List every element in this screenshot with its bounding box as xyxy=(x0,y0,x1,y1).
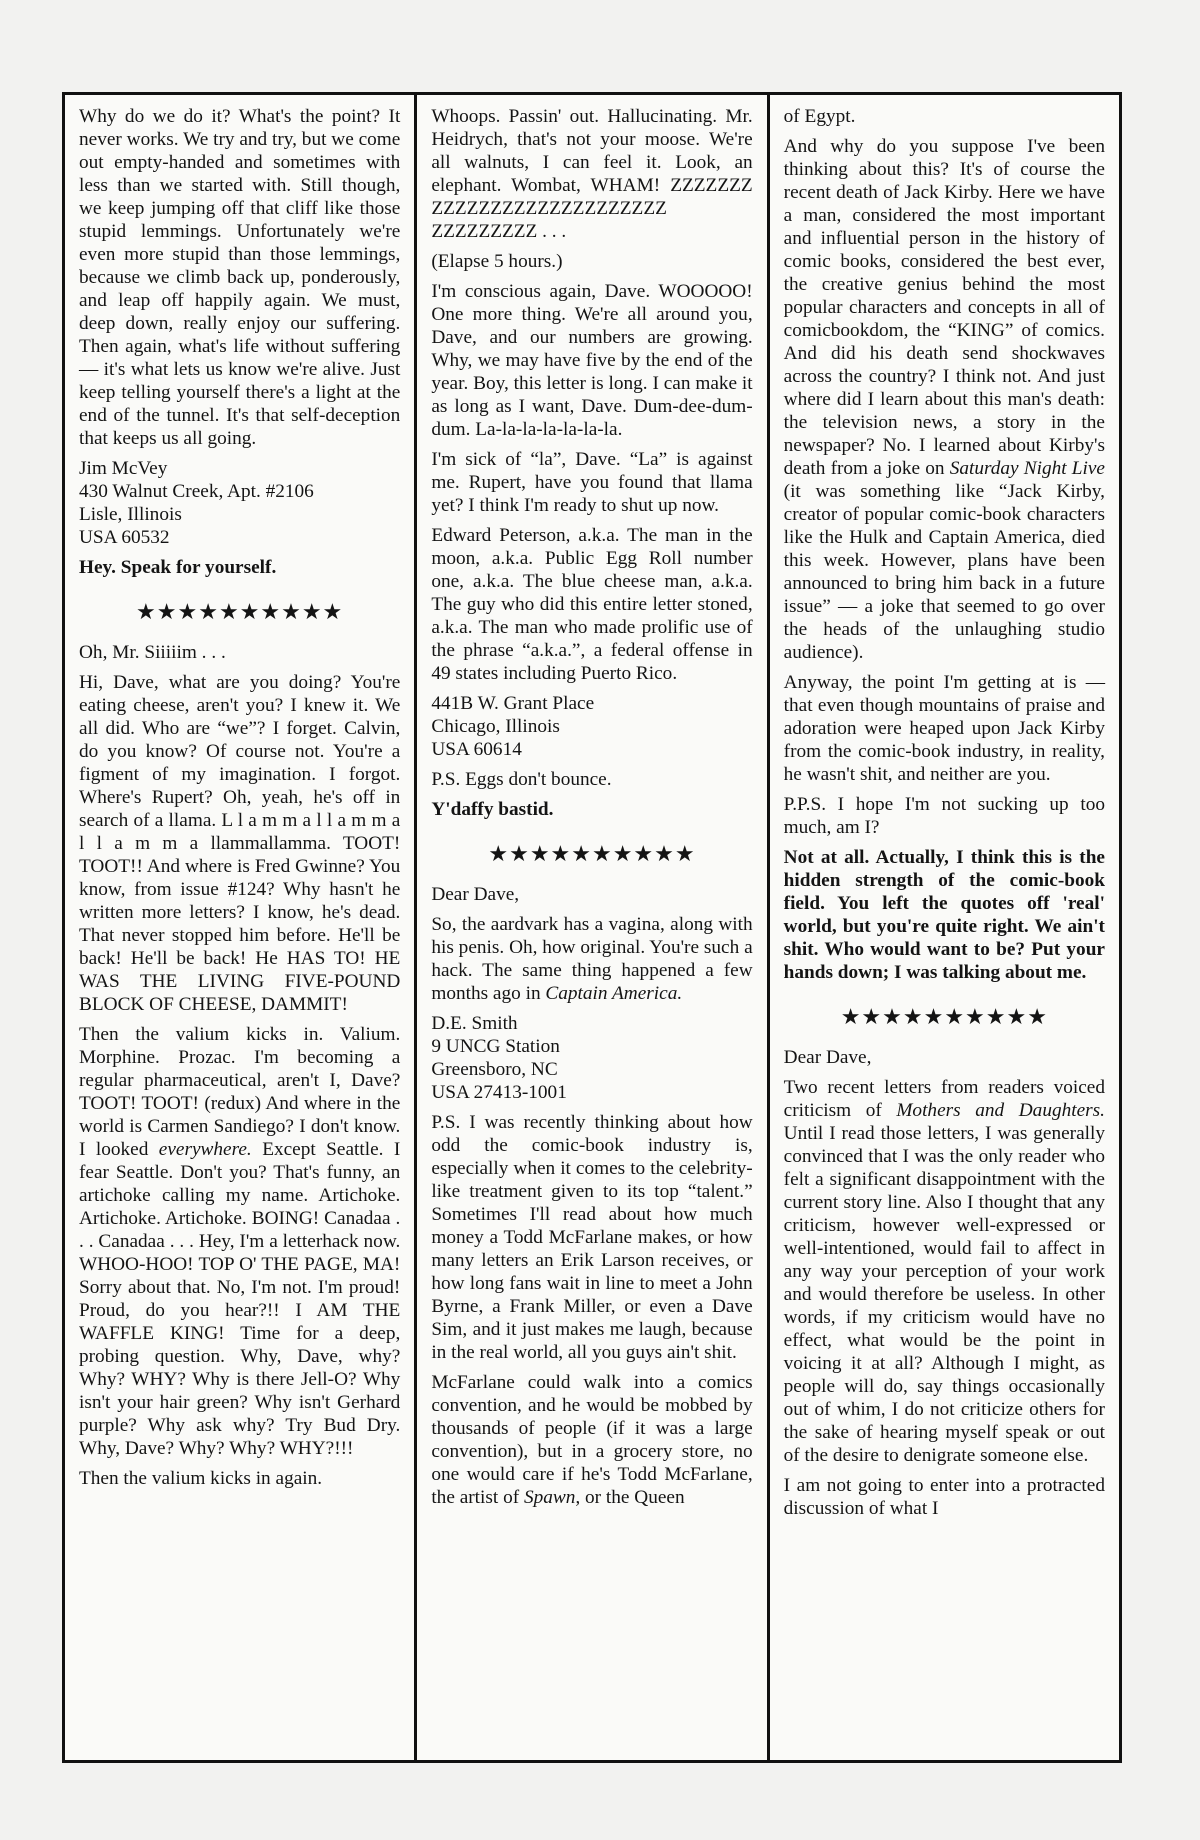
address-line: 430 Walnut Creek, Apt. #2106 xyxy=(79,481,314,502)
italic-title: Mothers and Daughters. xyxy=(896,1100,1105,1121)
editor-reply xyxy=(431,798,752,821)
text-run: or the Queen xyxy=(580,1487,685,1508)
text-run: I am not going to enter into a protracted discussion of what I xyxy=(783,1475,1105,1519)
text-run: Hi, Dave, what are you doing? You're eating cheese, aren't you? I knew it. We all did. Who are “we”? I forget. Calvin, do you know? Of course not. You're a figment of my imagination. I forgot. Where's Rupert? Oh, yeah, he's off in search of a llama. L l a m m a l l a m m a l l a m m a llammallamma. TOOT! TOOT!! And where is Fred Gwinne? You know, from issue #124? Why hasn't he written more letters? I know, he's dead. That never stopped him before. He'll be back! He'll be back! He HAS TO! HE WAS THE LIVING FIVE-POUND BLOCK OF CHEESE, DAMMIT! xyxy=(79,672,401,1015)
text-run: Anyway, the point I'm getting at is — that even though mountains of praise and adoration were heaped upon Jack Kirby from the comic-book industry, in reality, he wasn't shit, and neither are you. xyxy=(783,672,1105,785)
sender-address xyxy=(431,692,752,761)
address-line: 441B W. Grant Place xyxy=(431,693,595,714)
text-run: Then the valium kicks in. Valium. Morphine. Prozac. I'm becoming a regular pharmaceutical, aren't I, Dave? TOOT! TOOT! (redux) And where in the world is Carmen Sandiego? I don't know. I looked xyxy=(79,1024,401,1160)
column-middle xyxy=(414,95,766,1760)
text-run: Except Seattle. I fear Seattle. Don't you? That's funny, an artichoke calling my name. Artichoke. Artichoke. Artichoke. BOING! Canadaa . . . Canadaa . . . Hey, I'm a letterhack now. WHOO-HOO! TOP O' THE PAGE, MA! Sorry about that. No, I'm not. I'm proud! Proud, do you hear?!! I AM THE WAFFLE KING! Time for a deep, probing question. Why, Dave, why? Why? WHY? Why is there Jell-O? Why isn't your hair green? Why isn't Gerhard purple? Why ask why? Try Bud Dry. Why, Dave? Why? Why? WHY?!!! xyxy=(79,1139,401,1459)
column-right xyxy=(767,95,1119,1760)
letter-paragraph xyxy=(431,913,752,1005)
letter-paragraph xyxy=(431,448,752,517)
text-run: Edward Peterson, a.k.a. The man in the moon, a.k.a. Public Egg Roll number one, a.k.a. The blue cheese man, a.k.a. The guy who did this entire letter stoned, a.k.a. The man who made prolific use of the phrase “a.k.a.”, a federal offense in 49 states including Puerto Rico. xyxy=(431,525,753,684)
text-run: P.S. I was recently thinking about how odd the comic-book industry is, especially when it comes to the celebrity-like treatment given to its top “talent.” Sometimes I'll read about how much money a Todd McFarlane makes, or how many letters an Erik Larson receives, or how long fans wait in line to meet a John Byrne, a Frank Miller, or even a Dave Sim, and it just makes me laugh, because in the real world, all you guys ain't shit. xyxy=(431,1112,753,1363)
text-run: Dear Dave, xyxy=(431,884,520,905)
letter-paragraph xyxy=(79,1467,400,1490)
address-line: USA 60532 xyxy=(79,527,170,548)
text-run: Y'daffy bastid. xyxy=(431,799,554,820)
editor-reply xyxy=(784,846,1105,984)
text-run: Until I read those letters, I was generally convinced that I was the only reader who felt a significant disappointment with the current story line. Also I thought that any criticism, however well-expressed or well-intentioned, would fail to affect in any way your perception of your work and would therefore be useless. In other words, if my criticism would have no effect, what would be the point in voicing it at all? Although I might, as people will do, say things occasionally out of whim, I do not criticize others for the sake of hearing myself speak or out of the desire to denigrate someone else. xyxy=(783,1123,1105,1466)
text-run: Dear Dave, xyxy=(783,1047,872,1068)
letter-paragraph xyxy=(431,768,752,791)
text-run: (Elapse 5 hours.) xyxy=(431,251,563,272)
text-run: Hey. Speak for yourself. xyxy=(79,557,277,578)
column-left xyxy=(65,95,414,1760)
letters-page-frame xyxy=(62,92,1122,1763)
address-line: Chicago, Illinois xyxy=(431,716,560,737)
letter-paragraph xyxy=(784,105,1105,128)
text-run: (it was something like “Jack Kirby, creator of popular comic-book characters like the Hulk and Captain America, died this week. However, plans have been announced to bring him back in a future issue” — a joke that seemed to go over the heads of the unlaughing studio audience). xyxy=(783,481,1105,663)
italic-title: everywhere. xyxy=(158,1139,252,1160)
text-run: P.S. Eggs don't bounce. xyxy=(431,769,612,790)
letter-salutation xyxy=(431,883,752,906)
letter-paragraph xyxy=(431,524,752,685)
section-divider-stars: ★★★★★★★★★★ xyxy=(136,599,344,624)
text-run: Two recent letters from readers voiced criticism of xyxy=(783,1077,1105,1121)
address-line: 9 UNCG Station xyxy=(431,1036,560,1057)
letter-paragraph xyxy=(784,1076,1105,1467)
address-line: Greensboro, NC xyxy=(431,1059,558,1080)
letter-salutation xyxy=(784,1046,1105,1069)
address-line: D.E. Smith xyxy=(431,1013,518,1034)
italic-title: Spawn, xyxy=(523,1487,581,1508)
address-line: Lisle, Illinois xyxy=(79,504,182,525)
text-run: McFarlane could walk into a comics convention, and he would be mobbed by thousands of people (if it was a large convention), but in a grocery store, no one would care if he's Todd McFarlane, the artist of xyxy=(431,1372,753,1508)
letter-paragraph xyxy=(784,793,1105,839)
text-run: Oh, Mr. Siiiiim . . . xyxy=(79,642,226,663)
sender-address xyxy=(79,457,400,549)
address-line: Jim McVey xyxy=(79,458,168,479)
text-run: of Egypt. xyxy=(783,106,856,127)
text-run: And why do you suppose I've been thinking about this? It's of course the recent death of Jack Kirby. Here we have a man, considered the most important and influential person in the history of comic books, considered the best ever, the creative genius behind the most popular characters and concepts in all of comicbookdom, the “KING” of comics. And did his death send shockwaves across the country? I think not. And just where did I learn about this man's death: the television news, a story in the newspaper? No. I learned about Kirby's death from a joke on xyxy=(783,136,1105,479)
text-run: So, the aardvark has a vagina, along with his penis. Oh, how original. You're such a hack. The same thing happened a few months ago in xyxy=(431,914,753,1004)
letter-paragraph xyxy=(431,1371,752,1509)
letter-paragraph xyxy=(79,671,400,1016)
text-run: P.P.S. I hope I'm not sucking up too much, am I? xyxy=(783,794,1105,838)
text-run: I'm sick of “la”, Dave. “La” is against me. Rupert, have you found that llama yet? I think I'm ready to shut up now. xyxy=(431,449,753,516)
text-run: Whoops. Passin' out. Hallucinating. Mr. Heidrych, that's not your moose. We're all walnuts, I can feel it. Look, an elephant. Wombat, WHAM! ZZZZZZZ ZZZZZZZZZZZZZZZZZZZZ ZZZZZZZZZ . . . xyxy=(431,106,753,242)
letter-paragraph xyxy=(79,641,400,664)
editor-reply xyxy=(79,556,400,579)
text-run: Not at all. Actually, I think this is the hidden strength of the comic-book field. You left the quotes off 'real' world, but you're quite right. We ain't shit. Who would want to be? Put your hands down; I was talking about me. xyxy=(783,847,1105,983)
text-run: I'm conscious again, Dave. WOOOOO! One more thing. We're all around you, Dave, and our numbers are growing. Why, we may have five by the end of the year. Boy, this letter is long. I can make it as long as I want, Dave. Dum-dee-dum-dum. La-la-la-la-la-la-la. xyxy=(431,281,753,440)
italic-title: Captain America. xyxy=(545,983,683,1004)
section-divider-stars: ★★★★★★★★★★ xyxy=(840,1004,1048,1029)
letter-paragraph xyxy=(784,671,1105,786)
section-divider-stars: ★★★★★★★★★★ xyxy=(488,841,696,866)
text-run: Why do we do it? What's the point? It never works. We try and try, but we come out empty-handed and sometimes with less than we started with. Still though, we keep jumping off that cliff like those stupid lemmings. Unfortunately we're even more stupid than those lemmings, because we climb back up, ponderously, and leap off happily again. We must, deep down, really enjoy our suffering. Then again, what's life without suffering — it's what lets us know we're alive. Just keep telling yourself there's a light at the end of the tunnel. It's that self-deception that keeps us all going. xyxy=(79,106,401,449)
letter-paragraph xyxy=(784,1474,1105,1520)
address-line: USA 27413-1001 xyxy=(431,1082,567,1103)
text-run: Then the valium kicks in again. xyxy=(79,1468,323,1489)
address-line: USA 60614 xyxy=(431,739,522,760)
letter-paragraph xyxy=(784,135,1105,664)
letter-paragraph xyxy=(431,280,752,441)
letter-paragraph xyxy=(79,1023,400,1460)
italic-title: Saturday Night Live xyxy=(949,458,1105,479)
sender-address xyxy=(431,1012,752,1104)
letter-paragraph xyxy=(431,250,752,273)
letter-paragraph xyxy=(431,105,752,243)
letter-paragraph xyxy=(431,1111,752,1364)
letter-paragraph xyxy=(79,105,400,450)
